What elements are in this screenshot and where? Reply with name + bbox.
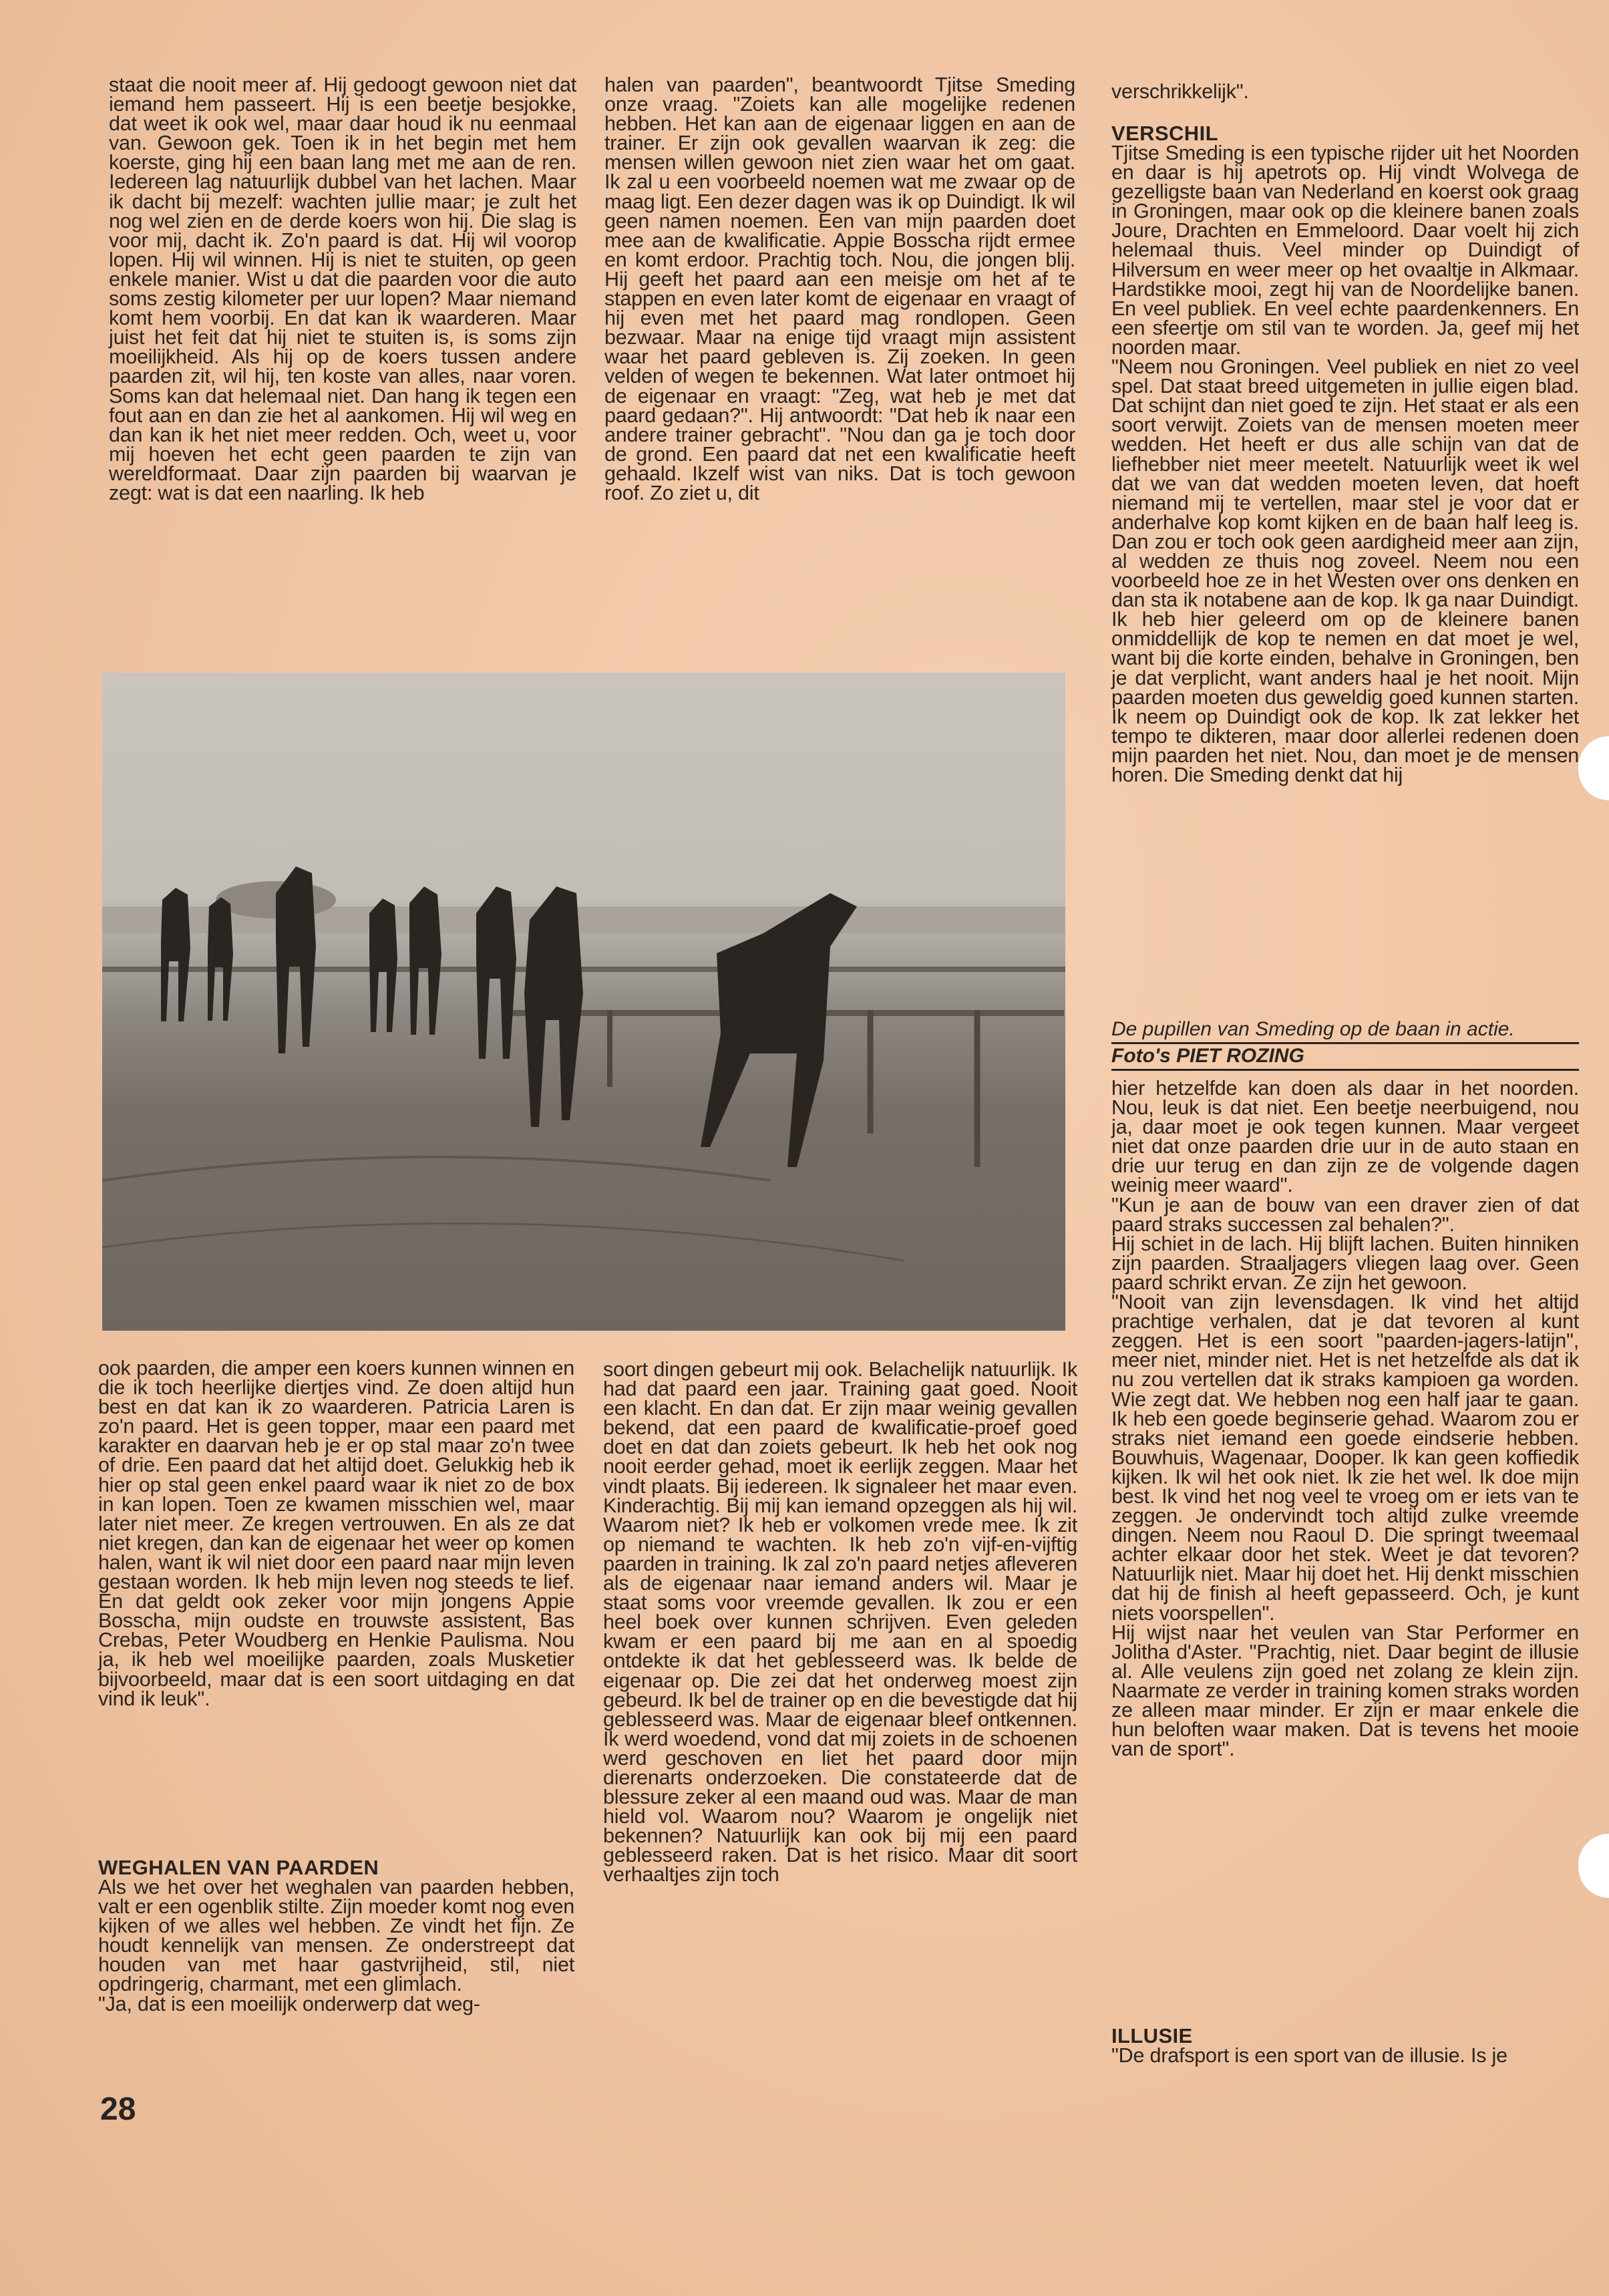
page-number: 28 bbox=[100, 2092, 136, 2127]
horses-photo-drawing bbox=[102, 673, 1065, 1331]
paragraph: halen van paarden", beantwoordt Tjitse Smeding onze vraag. "Zoiets kan alle mogelijke redenen hebben. Het kan aan de eigenaar liggen en aan de trainer. Er zijn ook gevallen waarvan ik zeg: die mensen willen gewoon niet zien waar het om gaat. Ik zal u een voorbeeld noemen wat me zwaar op de maag ligt. Een dezer dagen was ik op Duindigt. Ik wil geen namen noemen. Een van mijn paarden doet mee aan de kwalificatie. Appie Bosscha rijdt ermee en komt erdoor. Prachtig toch. Nou, die jongen blij. Hij geeft het paard aan een meisje om het af te stappen en even later komt de eigenaar en vraagt of hij even met het paard mag rondlopen. Geen bezwaar. Maar na enige tijd vraagt mijn assistent waar het paard gebleven is. Zij zoeken. In geen velden of wegen te bekennen. Wat later ontmoet hij de eigenaar en vraagt: "Zeg, wat heb je met dat paard gedaan?". Hij antwoordt: "Dat heb ik naar een andere trainer gebracht". "Nou dan ga je toch door de grond. Een paard dat net een kwalificatie heeft gehaald. Ikzelf wist van niks. Dat is toch gewoon roof. Zo ziet u, dit bbox=[604, 73, 1075, 504]
paragraph: Als we het over het weghalen van paarden hebben, valt er een ogenblik stilte. Zijn moeder komt nog even kijken of we alles wel hebben. Ze vindt het fijn. Ze houdt kennelijk van mensen. Ze onderstreept dat houden van met haar gastvrijheid, stil, niet opdringerig, charmant, met een glimlach. bbox=[98, 1876, 574, 1996]
fence-rail bbox=[102, 967, 1065, 972]
paragraph: Tjitse Smeding is een typische rijder uit het Noorden en daar is hij apetrots op. Hij vindt Wolvega de gezelligste baan van Nederland en koerst ook graag in Groningen, maar ook op die kleinere banen zoals Joure, Drachten en Emmeloord. Daar voelt hij zich helemaal thuis. Veel minder op Duindigt of Hilversum en weer meer op het ovaaltje in Alkmaar. Hardstikke mooi, zegt hij van de Noordelijke banen. En veel publiek. En veel echte paardenkenners. En een sfeertje om stil van te worden. Ja, geef mij het noorden maar. bbox=[1111, 142, 1579, 359]
paragraph: Hij wijst naar het veulen van Star Performer en Jolitha d'Aster. "Prachtig, niet. Daar begint de illusie al. Alle veulens zijn goed net zolang ze klein zijn. Naarmate ze verder in training komen straks worden ze alleen maar minder. Er zijn er maar enkele die hun beloften waar maken. Dat is tevens het mooie van de sport". bbox=[1111, 1621, 1579, 1761]
photo-caption: De pupillen van Smeding op de baan in actie. bbox=[1111, 1018, 1515, 1040]
photo-horses-on-track bbox=[102, 673, 1065, 1331]
article-column-3-bottom bbox=[1111, 1079, 1579, 1759]
article-column-3-end bbox=[1111, 2046, 1579, 2066]
article-column-2-top bbox=[604, 75, 1075, 503]
section-heading-weghalen: WEGHALEN VAN PAARDEN bbox=[98, 1856, 379, 1879]
paragraph: "Ja, dat is een moeilijk onderwerp dat weg- bbox=[98, 1992, 480, 2015]
binder-hole-top bbox=[1578, 736, 1609, 800]
binder-hole-bottom bbox=[1578, 1834, 1609, 1898]
article-column-2-bottom bbox=[603, 1360, 1077, 1885]
paragraph: ook paarden, die amper een koers kunnen winnen en die ik toch heerlijke diertjes vind. Ze doen altijd hun best en dat kan ik zo waarderen. Patricia Laren is zo'n paard. Het is geen topper, maar een paard met karakter en daarvan heb je er op stal maar zo'n twee of drie. Een paard dat het altijd doet. Gelukkig heb ik hier op stal geen enkel paard waar ik niet zo de box in kan lopen. Toen ze kwamen misschien wel, maar later niet meer. Ze kregen vertrouwen. En als ze dat niet kregen, dan kan de eigenaar het weer op komen halen, want ik wil niet door een paard naar mijn leven gestaan worden. Ik heb mijn leven nog steeds te lief. En dat geldt ook zeker voor mijn jongens Appie Bosscha, mijn oudste en trouwste assistent, Bas Crebas, Peter Woudberg en Henkie Paulisma. Nou ja, ik heb wel moeilijke paarden, zoals Musketier bijvoorbeeld, maar dat is een soort uitdaging en dat vind ik leuk". bbox=[98, 1357, 574, 1710]
paragraph: staat die nooit meer af. Hij gedoogt gewoon niet dat iemand hem passeert. Hij is een beetje besjokke, dat weet ik ook wel, maar daar houd ik nu eenmaal van. Gewoon gek. Toen ik in het begin met hem koerste, ging hij een baan lang met me aan de ren. Iedereen lag natuurlijk dubbel van het lachen. Maar ik dacht bij mezelf: wachten jullie maar; je zult het nog wel zien en de derde koers won hij. Die slag is voor mij, dacht ik. Zo'n paard is dat. Hij wil voorop lopen. Hij wil winnen. Hij is niet te stuiten, op geen enkele manier. Wist u dat die paarden voor die auto soms zestig kilometer per uur lopen? Maar niemand komt hem voorbij. En dat kan ik waarderen. Maar juist het feit dat hij niet te stuiten is, is soms zijn moeilijkheid. Als hij op de koers tussen andere paarden zit, wil hij, ten koste van alles, naar voren. Soms kan dat helemaal niet. Dan hang ik tegen een fout aan en dan zie het al aankomen. Hij wil weg en dan kan ik het niet meer redden. Och, weet u, voor mij hoeven het echt geen paarden te zijn van wereldformaat. Daar zijn paarden bij waarvan je zegt: wat is dat een naarling. Ik heb bbox=[109, 73, 576, 504]
article-column-1-end bbox=[98, 1878, 574, 2014]
paragraph: "Nooit van zijn levensdagen. Ik vind het altijd prachtige verhalen, dat je dat tevoren al kunt zeggen. Het is een soort "paarden-jagers-latijn", meer niet, minder niet. Het is net hetzelfde als dat ik nu zou vertellen dat ik straks kampioen ga worden. Wie zegt dat. We hebben nog een half jaar te gaan. Ik heb een goede beginserie gehad. Waarom zou er straks niet iemand een goede eindserie hebben. Bouwhuis, Wagenaar, Dooper. Ik kan geen koffiedik kijken. Ik wil het ook niet. Ik zie het wel. Ik doe mijn best. Ik vind het nog veel te vroeg om er iets van te zeggen. Je ondervindt toch altijd zulke vreemde dingen. Neem nou Raoul D. Die springt tweemaal achter elkaar door het stek. Weet je dat tevoren? Natuurlijk niet. Maar hij doet het. Hij denkt misschien dat hij de finish al heeft gepasseerd. Och, je kunt niets voorspellen". bbox=[1111, 1291, 1579, 1625]
caption-divider bbox=[1111, 1042, 1579, 1044]
paragraph: Hij schiet in de lach. Hij blijft lachen. Buiten hinniken zijn paarden. Straaljagers vliegen laag over. Geen paard schrikt ervan. Ze zijn het gewoon. bbox=[1111, 1232, 1579, 1294]
section-heading-illusie: ILLUSIE bbox=[1111, 2024, 1193, 2047]
article-column-1-top bbox=[109, 75, 576, 503]
article-column-3-top bbox=[1111, 82, 1579, 102]
paragraph: hier hetzelfde kan doen als daar in het noorden. Nou, leuk is dat niet. Een beetje neerbuigend, nou ja, daar moet je ook tegen kunnen. Maar vergeet niet dat onze paarden drie uur in de auto staan en drie uur terug en dan zijn ze de volgende dagen weinig meer waard". bbox=[1111, 1077, 1579, 1197]
paragraph: soort dingen gebeurt mij ook. Belachelijk natuurlijk. Ik had dat paard een jaar. Training gaat goed. Nooit een klacht. En dan dat. Er zijn maar weinig gevallen bekend, dat een paard de kwalificatie-proef goed doet en dat dan zoiets gebeurt. Ik heb het ook nog nooit eerder gehad, moet ik eerlijk zeggen. Maar het vindt plaats. Bij iedereen. Ik signaleer het maar even. Kinderachtig. Bij mij kan iemand opzeggen als hij wil. Waarom niet? Ik heb er volkomen vrede mee. Ik zit op niemand te wachten. Ik heb zo'n vijf-en-vijftig paarden in training. Ik zal zo'n paard netjes afleveren als de eigenaar naar iemand anders wil. Maar je staat soms voor vreemde gevallen. Ik zou er een heel boek over kunnen schrijven. Even geleden kwam er een paard bij me aan en al spoedig ontdekte ik dat het geblesseerd was. Ik belde de eigenaar op. Die zei dat het onderweg moest zijn gebeurd. Ik bel de trainer op en die bevestigde dat hij geblesseerd was. Maar de eigenaar bleef ontkennen. Ik werd woedend, vond dat mij zoiets in de schoenen werd geschoven en liet het paard door mijn dierenarts onderzoeken. Die constateerde dat de blessure zeker al een maand oud was. Maar de man hield vol. Waarom nou? Waarom je ongelijk niet bekennen? Natuurlijk kan ook bij mij een paard geblesseerd raken. Dat is het risico. Maar dit soort verhaaltjes zijn toch bbox=[603, 1358, 1077, 1887]
paragraph: "Kun je aan de bouw van een draver zien of dat paard straks successen zal behalen?". bbox=[1111, 1193, 1579, 1236]
paragraph: verschrikkelijk". bbox=[1111, 80, 1249, 103]
track-mark bbox=[102, 1157, 770, 1180]
track-mark bbox=[102, 1223, 904, 1261]
section-heading-verschil: VERSCHIL bbox=[1111, 122, 1218, 145]
article-column-3-middle bbox=[1111, 144, 1579, 785]
article-column-1-bottom bbox=[98, 1359, 574, 1709]
paragraph: "De drafsport is een sport van de illusie. Is je bbox=[1111, 2044, 1507, 2067]
paragraph: "Neem nou Groningen. Veel publiek en niet zo veel spel. Dat staat breed uitgemeten in jullie eigen blad. Dat schijnt dan niet goed te zijn. Het staat er als een soort verwijt. Zoiets van de mensen moeten meer wedden. Het heeft er dus alle schijn van dat de liefhebber niet meer meetelt. Natuurlijk weet ik wel dat we van dat wedden moeten leven, dat hoeft niemand mij te vertellen, maar stel je voor dat er anderhalve kop komt kijken en de baan half leeg is. Dan zou er toch ook geen aardigheid meer aan zijn, al wedden ze thuis nog zoveel. Neem nou een voorbeeld hoe ze in het Westen over ons denken en dan sta ik notabene aan de kop. Ik ga naar Duindigt. Ik heb hier geleerd om op de kleinere banen onmiddellijk de kop te nemen en dat moet je wel, want bij die korte einden, behalve in Groningen, ben je dat verplicht, want anders haal je het nooit. Mijn paarden moeten dus geweldig goed kunnen starten. Ik neem op Duindigt ook de kop. Ik zat lekker het tempo te dikteren, maar door allerlei redenen doen mijn paarden het niet. Nou, dan moet je de mensen horen. Die Smeding denkt dat hij bbox=[1111, 355, 1579, 786]
caption-divider bbox=[1111, 1069, 1579, 1071]
photo-credit: Foto's PIET ROZING bbox=[1111, 1045, 1304, 1067]
